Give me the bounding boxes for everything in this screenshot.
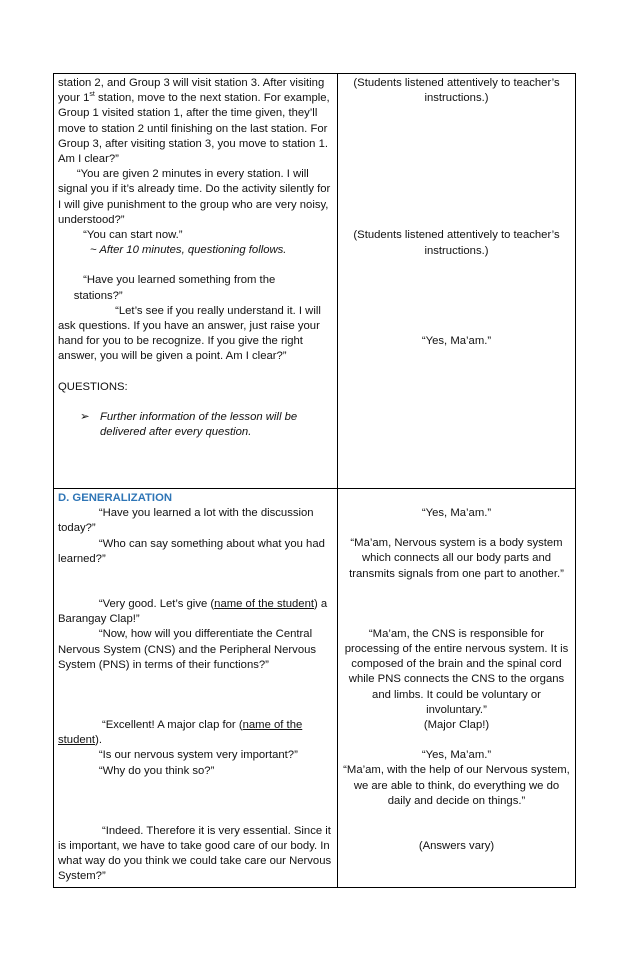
learned-question: “Have you learned something from the stations?” (73, 274, 276, 302)
question-line: “Why do you think so?” (58, 764, 215, 777)
student-response: “Ma’am, with the help of our Nervous system, we are able to think, do everything we do daily and decide on things.” (343, 764, 573, 807)
student-response: “Yes, Ma’am.” (421, 334, 492, 347)
after-ten-minutes-note: ~ After 10 minutes, questioning follows. (90, 244, 287, 257)
arrow-bullet-icon: ➢ (80, 410, 90, 423)
student-response: “Yes, Ma’am.” (421, 507, 492, 519)
table-row-generalization (54, 489, 576, 888)
student-activity-cell (338, 74, 576, 489)
ask-questions-paragraph: “Let’s see if you really understand it. I will ask questions. If you have an answer, just raise your hand for you to be recognize. If you give the right answer, you will be given a point. Am I clear?” (58, 304, 324, 363)
section-heading: D. GENERALIZATION (58, 492, 173, 504)
closing-question: “Indeed. Therefore it is very essential. Since it is important, we have to take good care of our body. In what way do you think we could take care our Nervous System?” (58, 824, 335, 883)
student-response: “Yes, Ma’am.” (421, 749, 492, 762)
student-response: “Ma’am, the CNS is responsible for processing of the entire nervous system. It is composed of the brain and the spinal cord while PNS connects the CNS to the organs and limbs. It could be voluntary or involuntary.” (344, 627, 572, 716)
praise-line: “Excellent! A major clap for (name of the student). (58, 719, 303, 747)
student-generalization-cell (338, 489, 576, 888)
questions-label: QUESTIONS: (58, 380, 128, 393)
student-response: “Ma’am, Nervous system is a body system which connects all our body parts and transmits signals from one part to another.” (349, 537, 566, 580)
bullet-item (80, 410, 333, 440)
table-row-activity (54, 74, 576, 489)
question-line: “Is our nervous system very important?” (58, 749, 298, 762)
question-line: “Now, how will you differentiate the Central Nervous System (CNS) and the Peripheral Nervous System (PNS) in terms of their functions?” (58, 628, 320, 671)
bullet-text: Further information of the lesson will be delivered after every question. (100, 410, 298, 439)
question-line: “Who can say something about what you had learned?” (58, 537, 329, 565)
teacher-generalization-cell (54, 489, 338, 888)
student-response: (Students listened attentively to teacher’s instructions.) (353, 77, 563, 105)
question-line: “Have you learned a lot with the discussion today?” (58, 507, 317, 535)
student-response: (Major Clap!) (423, 719, 490, 732)
student-response: (Answers vary) (418, 840, 495, 853)
lesson-table (53, 73, 576, 888)
instruction-paragraph: station 2, and Group 3 will visit station 3. After visiting your 1st station, move to the next station. For example, Group 1 visited station 1, after the time given, they’ll move to station 2 until finishing on the last station. For Group 3, after visiting station 3, you move to station 1. Am I clear?” (58, 77, 333, 166)
start-now-line: “You can start now.” (58, 229, 183, 242)
teacher-activity-cell (54, 74, 338, 489)
time-paragraph: “You are given 2 minutes in every station. I will signal you if it’s already time. Do the activity silently for I will give punishment to the group who are very noisy, understood?” (58, 168, 334, 226)
student-response: (Students listened attentively to teacher’s instructions.) (353, 229, 563, 257)
praise-line: “Very good. Let’s give (name of the student) a Barangay Clap!” (58, 598, 331, 626)
